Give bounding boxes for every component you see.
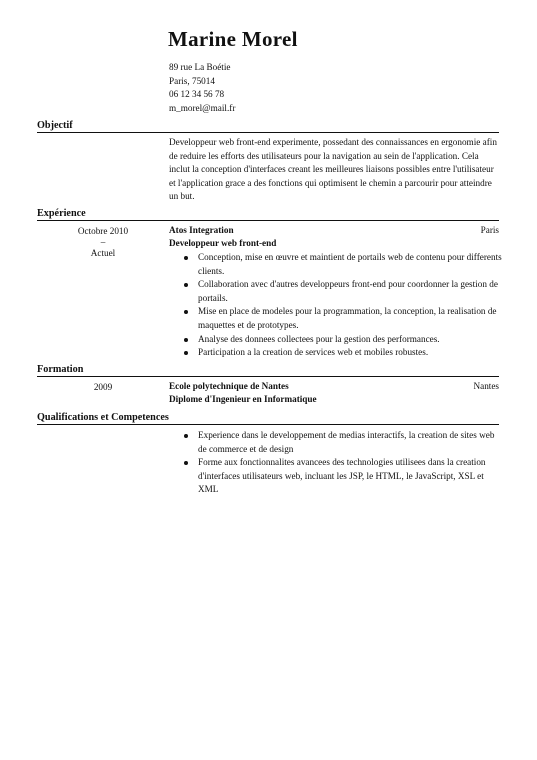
list-item — [169, 251, 505, 278]
list-item — [169, 429, 505, 456]
formation-location: Nantes — [473, 381, 499, 391]
bullet-icon — [184, 338, 188, 342]
list-item — [169, 456, 505, 497]
objectif-text: Developpeur web front-end experimente, possedant des connaissances en ergonomie afin de reduire les efforts des utilisateurs pour la navigation au sein de l'application. Cela inclut la conception d'interfaces creant les meilleures liaisons possibles entre l'utilisateur et l'application grace a des fonctions qui optimisent le chemin a parcourir pour atteindre un but. — [169, 137, 497, 202]
experience-dates — [57, 225, 149, 259]
qualifications-bullet-list — [169, 429, 505, 497]
contact-address: 89 rue La Boétie — [169, 62, 231, 72]
experience-role: Developpeur web front-end — [169, 238, 277, 248]
bullet-icon — [184, 310, 188, 314]
bullet-text: Experience dans le developpement de medias interactifs, la creation de sites web de commerce et de design — [198, 430, 495, 454]
formation-year: 2009 — [93, 382, 113, 392]
candidate-name: Marine Morel — [168, 27, 298, 51]
list-item — [169, 346, 505, 360]
contact-block — [169, 61, 235, 115]
formation-degree: Diplome d'Ingenieur en Informatique — [169, 394, 317, 404]
section-heading-objectif: Objectif — [37, 120, 499, 133]
section-heading-formation: Formation — [37, 364, 499, 377]
bullet-text: Forme aux fonctionnalites avancees des technologies utilisees dans la creation d'interfaces utilisateurs web, incluant les JSP, le HTML, le JavaScript, XSL et XML — [198, 457, 486, 495]
bullet-icon — [184, 434, 188, 438]
experience-end-date: Actuel — [90, 248, 116, 258]
experience-date-dash: – — [100, 237, 106, 247]
contact-city: Paris, 75014 — [169, 75, 215, 86]
experience-company: Atos Integration — [169, 225, 234, 235]
formation-school: Ecole polytechnique de Nantes — [169, 381, 289, 391]
section-heading-qualifications: Qualifications et Competences — [37, 412, 499, 425]
experience-start-date: Octobre 2010 — [77, 226, 129, 236]
bullet-text: Conception, mise en œuvre et maintient de portails web de contenu pour differents clients. — [198, 252, 502, 276]
experience-bullet-list — [169, 251, 505, 360]
bullet-text: Mise en place de modeles pour la programmation, la conception, la realisation de maquettes et de prototypes. — [198, 306, 497, 330]
bullet-icon — [184, 283, 188, 287]
bullet-text: Analyse des donnees collectees pour la gestion des performances. — [198, 333, 440, 344]
experience-location: Paris — [480, 225, 499, 235]
list-item — [169, 278, 505, 305]
contact-phone: 06 12 34 56 78 — [169, 89, 225, 99]
bullet-icon — [184, 351, 188, 355]
section-heading-experience: Expérience — [37, 208, 499, 221]
bullet-icon — [184, 461, 188, 465]
list-item — [169, 305, 505, 332]
list-item — [169, 333, 505, 347]
bullet-text: Collaboration avec d'autres developpeurs front-end pour coordonner la gestion de portails. — [198, 279, 498, 303]
bullet-text: Participation a la creation de services web et mobiles robustes. — [198, 347, 429, 358]
bullet-icon — [184, 256, 188, 260]
contact-email: m_morel@mail.fr — [169, 102, 236, 113]
